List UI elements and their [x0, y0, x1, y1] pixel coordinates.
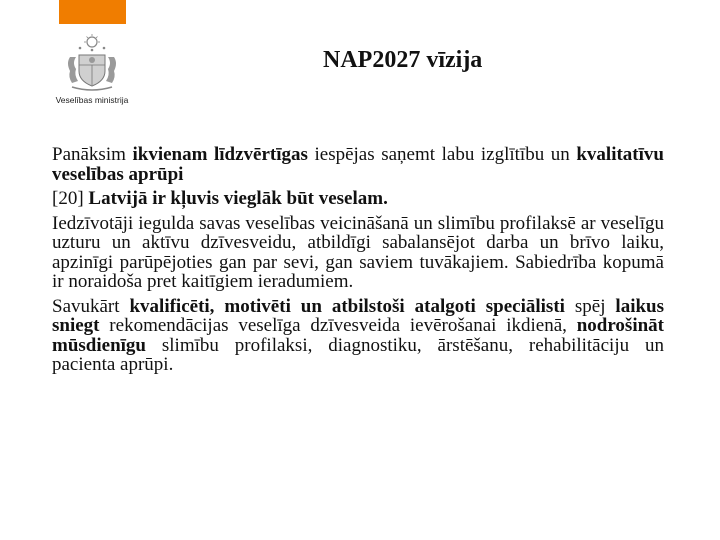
slide-body: [52, 145, 664, 380]
slide-title: NAP2027 vīzija: [323, 47, 483, 73]
emphasis: nodrošināt mūsdienīgu: [52, 315, 664, 356]
text-segment: Panāksim: [52, 144, 133, 165]
text-segment: iespējas saņemt labu izglītību un: [307, 144, 577, 165]
text-segment: rekomendācijas veselīga dzīvesveida ievērošanai ikdienā,: [99, 315, 577, 336]
accent-bar: [59, 0, 126, 24]
text-segment: spēj: [564, 295, 616, 317]
paragraph-3: [52, 214, 664, 292]
coat-of-arms-icon: [62, 33, 122, 93]
emphasis: Latvijā ir kļuvis vieglāk būt veselam.: [88, 188, 388, 209]
text-segment: slimību profilaksi, diagnostiku, ārstēšanu, rehabilitāciju un pacienta aprūpi.: [52, 334, 664, 375]
logo-caption: Veselības ministrija: [55, 95, 129, 105]
paragraph-2: [52, 189, 664, 209]
text-segment: Savukārt: [52, 295, 130, 317]
emphasis: laikus sniegt: [52, 295, 665, 336]
paragraph-1: [52, 145, 664, 184]
paragraph-4: [52, 297, 664, 375]
text-segment: Iedzīvotāji iegulda savas veselības veicināšanā un slimību profilaksē ar veselīgu uzturu un aktīvu dzīvesveidu, atbildīgi sabalansējot darba un brīvo laiku, apzinīgi parūpējoties gan par sevi, gan saviem tuvākajiem. Sabiedrība kopumā ir noraidoša pret kaitīgiem ieradumiem.: [52, 212, 664, 292]
ministry-logo: [44, 33, 140, 109]
emphasis: kvalitatīvu veselības aprūpi: [52, 144, 664, 185]
text-segment: [20]: [52, 188, 89, 209]
emphasis: ikvienam līdzvērtīgas: [132, 144, 308, 165]
emphasis: kvalificēti, motivēti un atbilstoši atalgoti speciālisti: [129, 295, 565, 317]
